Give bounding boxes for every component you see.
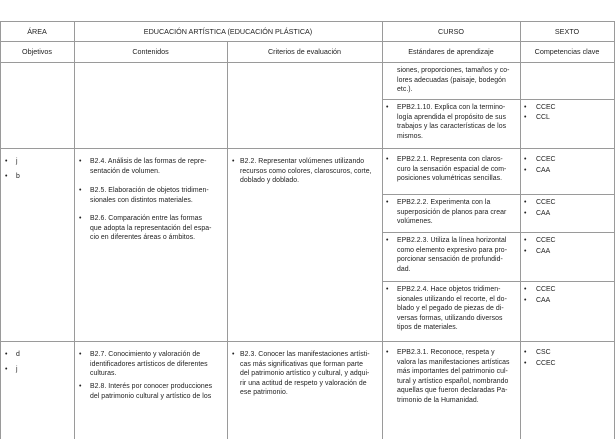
competencia: CAA	[536, 210, 551, 217]
standard-text: EPB2.2.3. Utiliza la línea horizontal como elemento expresivo para pro- porcionar sensación de profundid- dad.	[397, 237, 508, 273]
table-rule	[0, 148, 615, 149]
table-rule	[227, 41, 228, 439]
table-rule	[0, 62, 615, 63]
curso-label: CURSO	[438, 27, 464, 36]
competencia: CCEC	[536, 237, 556, 244]
table-rule	[382, 232, 615, 233]
standard-text: siones, proporciones, tamaños y co- lores adecuadas (paisaje, bodegón etc.).	[397, 67, 510, 94]
bullet: •	[524, 286, 527, 293]
standard-text: EPB2.2.4. Hace objetos tridimen- sionales utilizando el recorte, el do- blado y el pegado de piezas de di- versas formas, utilizando diversos tipos de materiales.	[397, 286, 507, 332]
bullet: •	[524, 297, 527, 304]
col-competencias: Competencias clave	[534, 47, 600, 56]
col-estandares: Estándares de aprendizaje	[408, 47, 494, 56]
contenido: B2.8. Interés por conocer producciones del patrimonio cultural y artístico de los	[90, 383, 213, 400]
bullet: •	[524, 114, 527, 121]
bullet: •	[524, 360, 527, 367]
standard-text: EPB2.2.1. Representa con claros- curo la sensación espacial de com- posiciones volumétricas sencillas.	[397, 156, 507, 183]
table-rule	[0, 341, 615, 342]
bullet: •	[386, 156, 389, 163]
bullet: •	[79, 158, 82, 165]
standard-text: EPB2.1.10. Explica con la termino- logía aprendida el propósito de sus trabajos y las características de los mismos.	[397, 104, 507, 140]
competencia: CCEC	[536, 156, 556, 163]
sexto-label: SEXTO	[554, 27, 580, 36]
objetivo: d	[16, 351, 20, 358]
bullet: •	[386, 199, 389, 206]
competencia: CCEC	[536, 104, 556, 111]
table-rule	[382, 194, 615, 195]
bullet: •	[386, 349, 389, 356]
objetivo: j	[16, 366, 18, 373]
bullet: •	[524, 237, 527, 244]
competencia: CAA	[536, 248, 551, 255]
bullet: •	[232, 351, 235, 358]
competencia: CSC	[536, 349, 551, 356]
bullet: •	[232, 158, 235, 165]
subject-title: EDUCACIÓN ARTÍSTICA (EDUCACIÓN PLÁSTICA)	[143, 27, 313, 36]
table-rule	[382, 21, 383, 439]
bullet: •	[79, 187, 82, 194]
standard-text: EPB2.2.2. Experimenta con la superposición de planos para crear volúmenes.	[397, 199, 507, 226]
table-rule	[382, 99, 615, 100]
area-label: ÁREA	[27, 27, 47, 36]
contenido: B2.4. Análisis de las formas de repre- sentación de volumen.	[90, 158, 207, 175]
bullet: •	[524, 349, 527, 356]
contenido: B2.5. Elaboración de objetos tridimen- sionales con distintos materiales.	[90, 187, 209, 204]
bullet: •	[79, 215, 82, 222]
objetivo: b	[16, 173, 20, 180]
bullet: •	[5, 158, 8, 165]
col-contenidos: Contenidos	[132, 47, 169, 56]
col-objetivos: Objetivos	[22, 47, 52, 56]
table-rule	[382, 281, 615, 282]
criterio: B2.3. Conocer las manifestaciones artísti- cas más significativas que forman parte del patrimonio artístico y cultural, y adqui- rir una actitud de respeto y valoración de ese patrimonio.	[240, 351, 370, 397]
competencia: CAA	[536, 167, 551, 174]
competencia: CCL	[536, 114, 550, 121]
bullet: •	[5, 173, 8, 180]
bullet: •	[5, 351, 8, 358]
bullet: •	[79, 351, 82, 358]
bullet: •	[386, 237, 389, 244]
competencia: CCEC	[536, 360, 556, 367]
table-rule	[520, 21, 521, 439]
bullet: •	[386, 286, 389, 293]
bullet: •	[5, 366, 8, 373]
objetivo: j	[16, 158, 18, 165]
table-rule	[0, 21, 1, 439]
bullet: •	[524, 156, 527, 163]
table-rule	[0, 21, 615, 22]
bullet: •	[524, 248, 527, 255]
contenido: B2.7. Conocimiento y valoración de identificadores artísticos de diferentes culturas.	[90, 351, 208, 378]
col-criterios: Criterios de evaluación	[267, 47, 342, 56]
table-rule	[74, 21, 75, 439]
bullet: •	[386, 104, 389, 111]
competencia: CCEC	[536, 199, 556, 206]
standard-text: EPB2.3.1. Reconoce, respeta y valora las manifestaciones artísticas más importantes del patrimonio cul- tural y artístico español, nombrando aquellas que fueron declaradas Pa- trimonio de la Humanidad.	[397, 349, 510, 404]
competencia: CCEC	[536, 286, 556, 293]
criterio: B2.2. Representar volúmenes utilizando recursos como colores, claroscuros, corte, doblado y doblado.	[240, 158, 372, 185]
bullet: •	[79, 383, 82, 390]
bullet: •	[524, 104, 527, 111]
bullet: •	[524, 167, 527, 174]
contenido: B2.6. Comparación entre las formas que adopta la representación del espa- cio en diferentes áreas o ámbitos.	[90, 215, 212, 242]
bullet: •	[524, 210, 527, 217]
table-rule	[0, 41, 615, 42]
competencia: CAA	[536, 297, 551, 304]
bullet: •	[524, 199, 527, 206]
